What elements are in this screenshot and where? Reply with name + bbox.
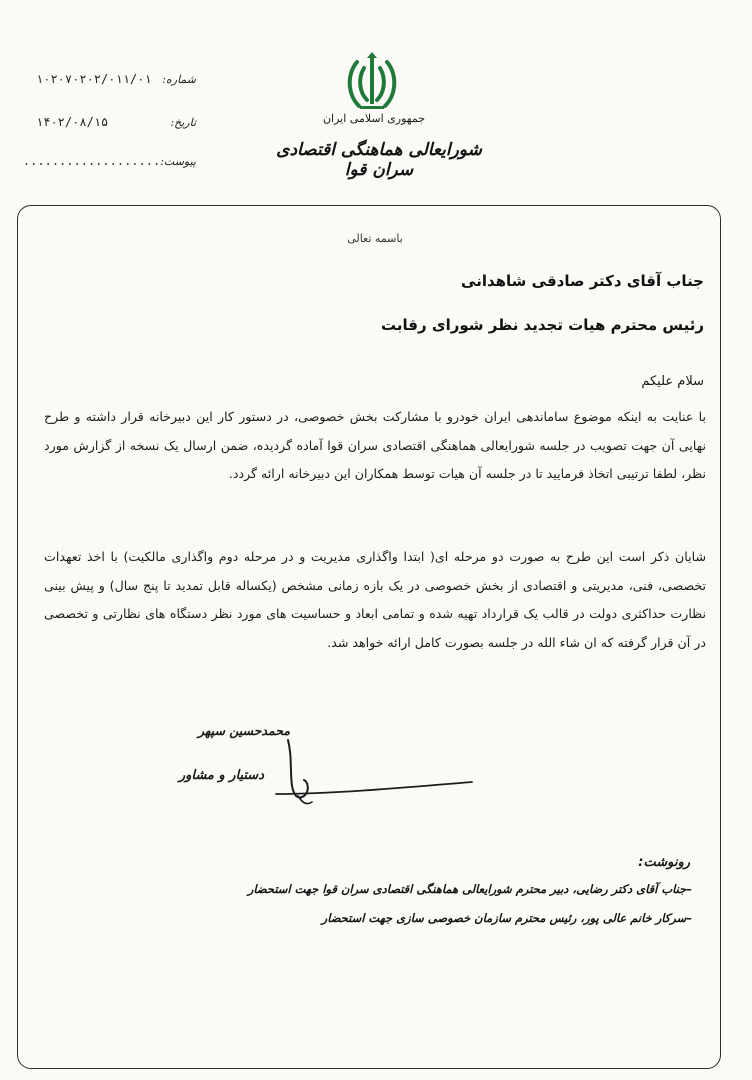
bismillah: باسمه تعالی bbox=[347, 232, 403, 245]
letter-number bbox=[36, 72, 196, 86]
attachment-label: پیوست: bbox=[160, 155, 196, 168]
handwritten-signature bbox=[180, 736, 480, 816]
cc-line: –سرکار خانم عالی پور، رئیس محترم سازمان خصوصی سازی جهت استحضار bbox=[321, 911, 692, 925]
greeting: سلام علیکم bbox=[641, 374, 704, 389]
signatory-name: محمدحسین سپهر bbox=[198, 723, 290, 738]
iran-emblem-icon bbox=[343, 52, 401, 114]
body-paragraph-2: شایان ذکر است این طرح به صورت دو مرحله ای( ابتدا واگذاری مدیریت و در مرحله دوم واگذاری مالکیت) با اخذ تعهدات تخصصی، فنی، مدیریتی و اقتصادی از بخش خصوصی در یک بازه زمانی مشخص (یکساله قابل تمدید تا پنج سال) و پیش بینی نظارت حداکثری دولت در قالب یک قرارداد تهیه شده و تمامی ابعاد و حساسیت های مورد نظر دستگاه های نظارتی و تخصصی در آن قرار گرفته که ان شاء الله در جلسه بصورت کامل ارائه خواهد شد. bbox=[44, 549, 706, 650]
republic-title: جمهوری اسلامی ایران bbox=[322, 112, 426, 125]
signatory-title: دستیار و مشاور bbox=[178, 768, 264, 783]
cc-heading: رونوشت: bbox=[638, 855, 690, 870]
body-paragraph-1: با عنایت به اینکه موضوع ساماندهی ایران خودرو با مشارکت بخش خصوصی، در دستور کار این دبیرخانه قرار داشته و طرح نهایی آن جهت تصویب در جلسه شورایعالی هماهنگی اقتصادی سران قوا آماده گردیده، ضمن ارسال یک نسخه از گزارش مورد نظر، لطفا ترتیبی اتخاذ فرمایید تا در جلسه آن هیات توسط همکاران این دبیرخانه ارائه گردد. bbox=[44, 409, 706, 481]
date-label: تاریخ: bbox=[170, 116, 196, 129]
date-value: ۱۴۰۲/۰۸/۱۵ bbox=[36, 115, 109, 129]
attachment-value: ................... bbox=[22, 154, 161, 168]
letter-attachment bbox=[22, 154, 196, 168]
number-label: شماره: bbox=[162, 73, 196, 86]
cc-line: –جناب آقای دکتر رضایی، دبیر محترم شورایعالی هماهنگی اقتصادی سران قوا جهت استحضار bbox=[247, 882, 692, 896]
recipient-title: رئیس محترم هیات تجدید نظر شورای رقابت bbox=[381, 316, 704, 334]
recipient-name: جناب آقای دکتر صادقی شاهدانی bbox=[461, 272, 704, 290]
council-title: شورایعالی هماهنگی اقتصادی سران قوا bbox=[276, 140, 482, 180]
letter-date bbox=[36, 115, 196, 129]
number-value: ۱۰۲۰۷۰۲۰۲/۰۱۱/۰۱ bbox=[36, 72, 152, 86]
